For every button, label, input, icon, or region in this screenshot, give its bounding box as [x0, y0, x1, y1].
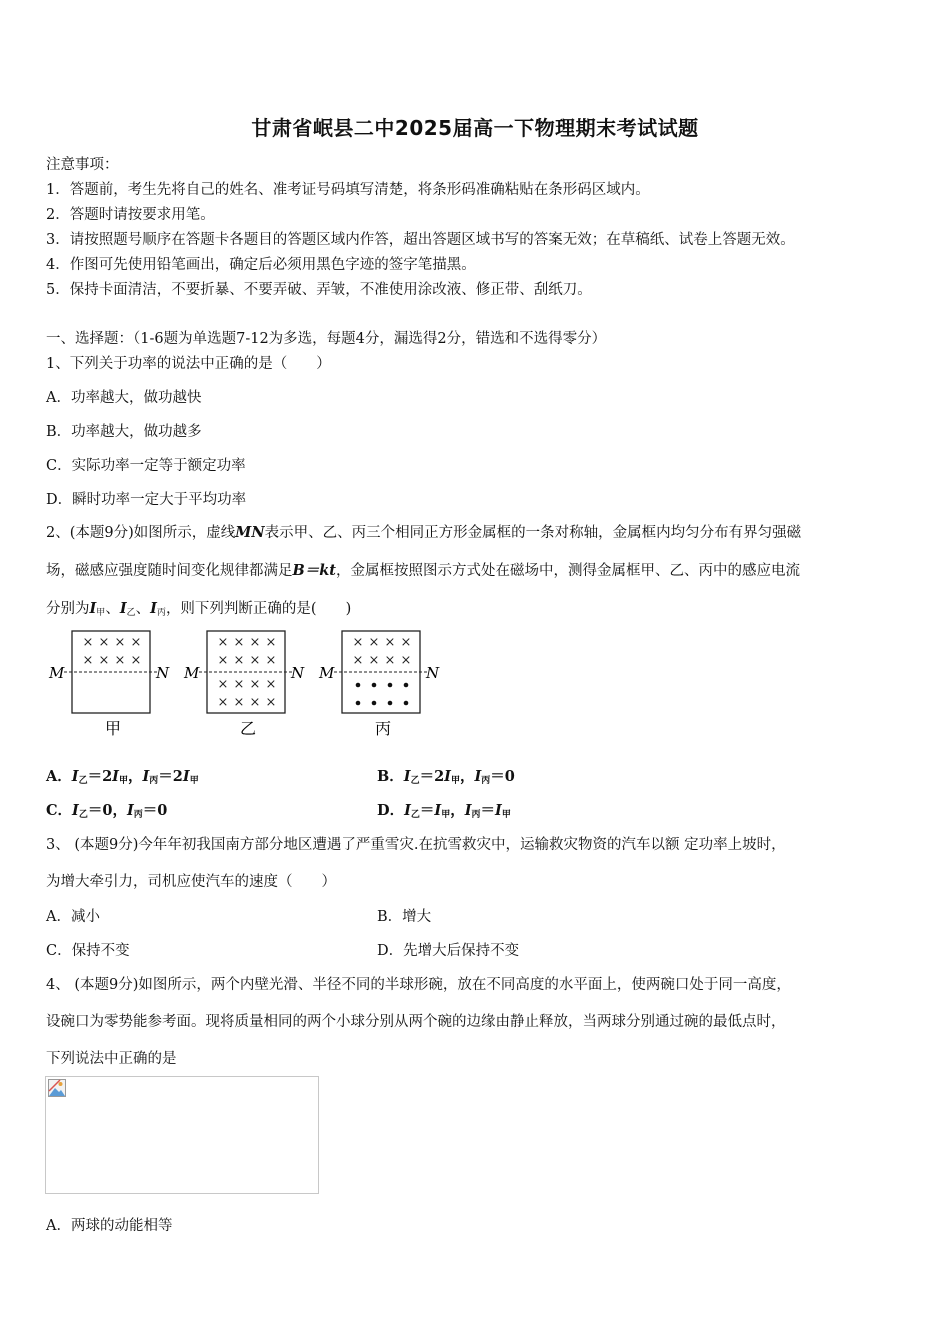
n-label: N [291, 664, 305, 682]
q3-option-d: D．先增大后保持不变 [377, 943, 520, 959]
cross-mark: × [233, 695, 245, 710]
cross-mark: × [265, 635, 277, 650]
frame-label: 乙 [239, 719, 257, 738]
frame-jia [48, 631, 170, 738]
q4-option-a: A．两球的动能相等 [46, 1218, 173, 1234]
notice-item: 1．答题前，考生先将自己的姓名、准考证号码填写清楚，将条形码准确粘贴在条形码区域内。 [46, 182, 650, 198]
q1-option-b: B．功率越大，做功越多 [46, 424, 202, 440]
cross-mark: × [98, 653, 110, 668]
cross-mark: × [233, 635, 245, 650]
cross-mark: × [98, 635, 110, 650]
m-label: M [184, 664, 200, 682]
q1-stem: 1、下列关于功率的说法中正确的是（ ） [46, 356, 331, 372]
q2-option-b: B．$I_乙=2I_甲$，$I_丙=0$ [377, 768, 515, 786]
cross-mark: × [217, 695, 229, 710]
frame-label: 甲 [104, 719, 122, 738]
notice-heading: 注意事项： [46, 157, 119, 173]
cross-mark: × [352, 635, 364, 650]
m-label: M [319, 664, 335, 682]
cross-mark: × [217, 635, 229, 650]
m-label: M [49, 664, 65, 682]
q2-stem-line1: 2、(本题9分)如图所示，虚线MN表示甲、乙、丙三个相同正方形金属框的一条对称轴，金属框内均匀分布有界匀强磁 [46, 524, 802, 541]
q2-stem-line2: 场，磁感应强度随时间变化规律都满足B＝kt，金属框按照图示方式处在磁场中，测得金属框甲、乙、丙中的感应电流 [46, 562, 800, 579]
cross-mark: × [249, 695, 261, 710]
page-title: 甘肃省岷县二中2025届高一下物理期末考试试题 [251, 116, 699, 140]
cross-mark: × [249, 635, 261, 650]
q4-stem-line3: 下列说法中正确的是 [46, 1051, 177, 1067]
cross-mark: × [249, 677, 261, 692]
cross-mark: × [82, 653, 94, 668]
q3-option-a: A．减小 [46, 909, 100, 925]
cross-mark: × [352, 653, 364, 668]
cross-mark: × [233, 653, 245, 668]
q4-figure-placeholder [45, 1076, 319, 1194]
q1-option-d: D．瞬时功率一定大于平均功率 [46, 492, 247, 508]
q1-option-c: C．实际功率一定等于额定功率 [46, 458, 246, 474]
notice-item: 3．请按照题号顺序在答题卡各题目的答题区域内作答，超出答题区域书写的答案无效；在草稿纸、试卷上答题无效。 [46, 232, 795, 248]
q4-stem-line1: 4、 (本题9分)如图所示，两个内壁光滑、半径不同的半球形碗，放在不同高度的水平面上，使两碗口处于同一高度， [46, 977, 791, 993]
q3-stem-line2: 为增大牵引力，司机应使汽车的速度（ ） [46, 874, 336, 890]
cross-mark: × [217, 677, 229, 692]
cross-mark: × [114, 653, 126, 668]
cross-mark: × [114, 635, 126, 650]
notice-item: 2．答题时请按要求用笔。 [46, 207, 215, 223]
frame-bing [318, 631, 440, 738]
n-label: N [156, 664, 170, 682]
cross-mark: × [265, 695, 277, 710]
frame-label: 丙 [374, 719, 392, 738]
cross-mark: × [265, 677, 277, 692]
cross-mark: × [265, 653, 277, 668]
cross-mark: × [130, 635, 142, 650]
broken-image-icon [48, 1079, 66, 1097]
cross-mark: × [368, 635, 380, 650]
q2-option-d: D．$I_乙=I_甲$，$I_丙=I_甲$ [377, 802, 511, 820]
cross-mark: × [384, 635, 396, 650]
section-heading: 一、选择题：（1-6题为单选题7-12为多选，每题4分，漏选得2分，错选和不选得零分） [46, 331, 607, 347]
q3-stem-line1: 3、 (本题9分)今年年初我国南方部分地区遭遇了严重雪灾.在抗雪救灾中，运输救灾物资的汽车以额 定功率上坡时， [46, 837, 786, 853]
cross-mark: × [400, 653, 412, 668]
q3-option-b: B．增大 [377, 909, 432, 925]
q2-figure [46, 626, 446, 744]
n-label: N [426, 664, 440, 682]
q2-option-a: A．$I_乙=2I_甲$，$I_丙=2I_甲$ [46, 768, 199, 786]
q2-option-c: C．$I_乙=0$，$I_丙=0$ [46, 802, 168, 820]
cross-mark: × [249, 653, 261, 668]
cross-mark: × [384, 653, 396, 668]
cross-mark: × [233, 677, 245, 692]
dot-marks [356, 683, 409, 706]
q2-stem-line3: 分别为$I_甲$、$I_乙$、$I_丙$，则下列判断正确的是( ) [46, 600, 352, 618]
cross-mark: × [82, 635, 94, 650]
q1-option-a: A．功率越大，做功越快 [46, 390, 202, 406]
cross-mark: × [130, 653, 142, 668]
cross-mark: × [400, 635, 412, 650]
notice-item: 5．保持卡面清洁，不要折暴、不要弄破、弄皱，不准使用涂改液、修正带、刮纸刀。 [46, 282, 592, 298]
notice-item: 4．作图可先使用铅笔画出，确定后必须用黑色字迹的签字笔描黑。 [46, 257, 476, 273]
cross-mark: × [217, 653, 229, 668]
q4-stem-line2: 设碗口为零势能参考面。现将质量相同的两个小球分别从两个碗的边缘由静止释放，当两球分别通过碗的最低点时， [46, 1014, 786, 1030]
frame-yi [183, 631, 305, 738]
q3-option-c: C．保持不变 [46, 943, 130, 959]
cross-mark: × [368, 653, 380, 668]
